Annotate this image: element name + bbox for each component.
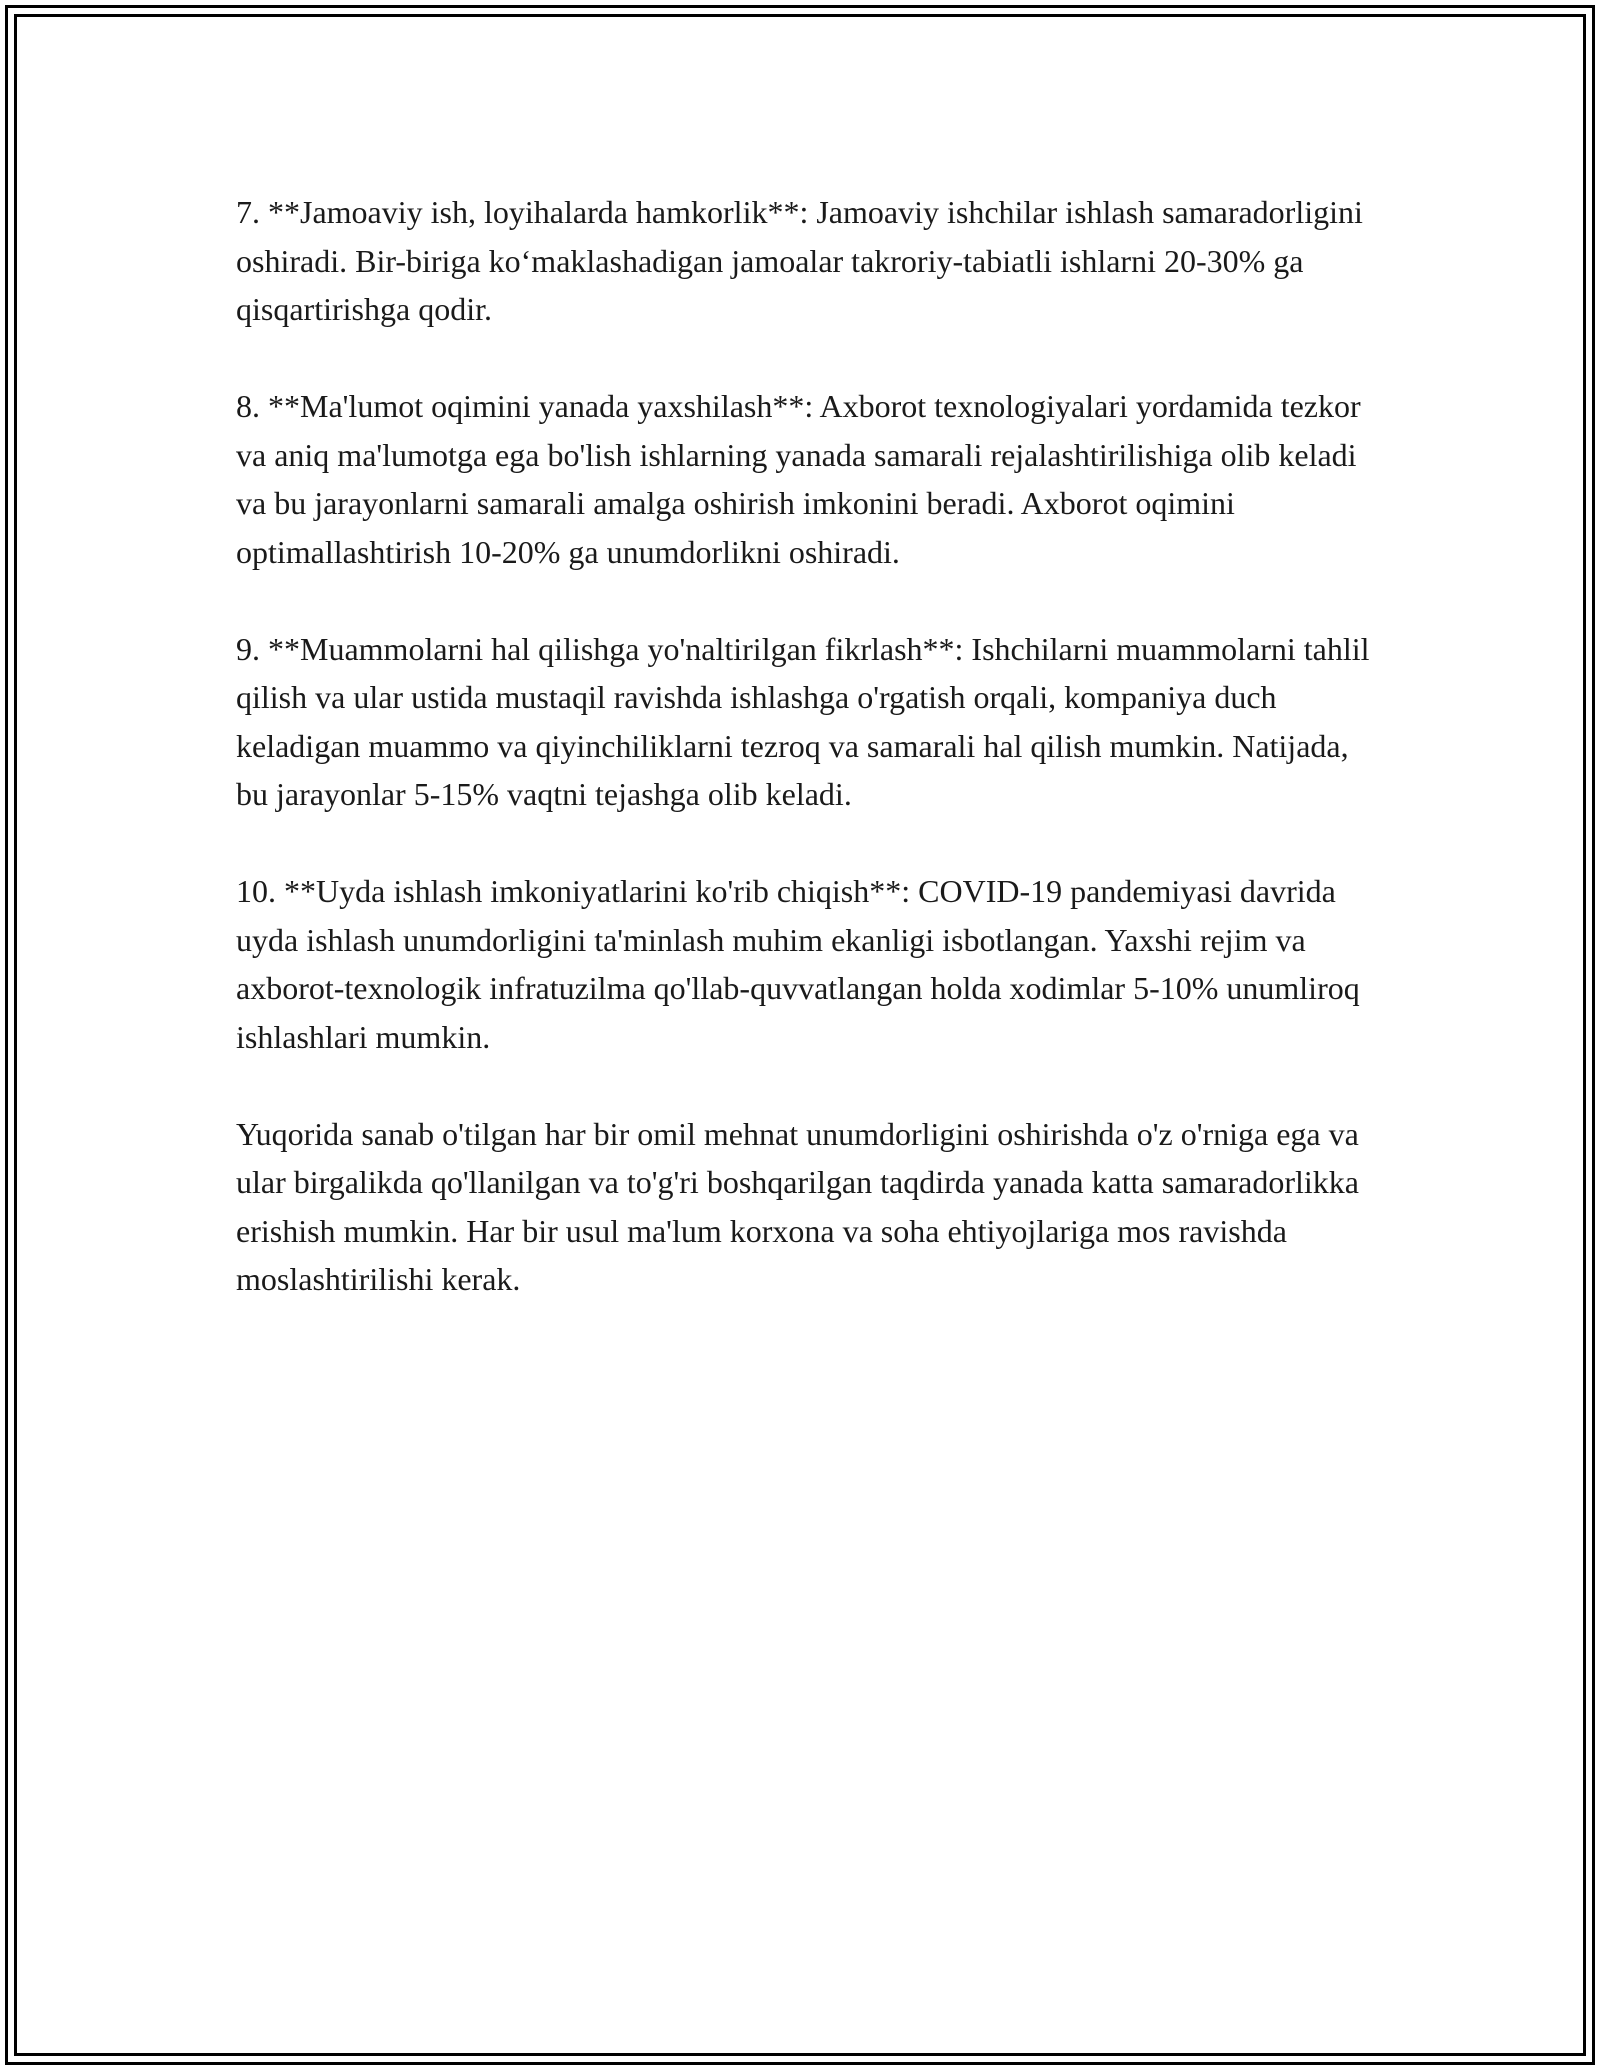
paragraph-conclusion: Yuqorida sanab o'tilgan har bir omil mehnat unumdorligini oshirishda o'z o'rniga ega va ular birgalikda qo'llanilgan va to'g'ri boshqarilgan taqdirda yanada katta samaradorlikka erishish mumkin. Har bir usul ma'lum korxona va soha ehtiyojlariga mos ravishda moslashtirilishi kerak.: [236, 1115, 1359, 1297]
paragraph-item-7: 7. **Jamoaviy ish, loyihalarda hamkorlik**: Jamoaviy ishchilar ishlash samaradorligini oshiradi. Bir-biriga ko‘maklashadigan jamoalar takroriy-tabiatli ishlarni 20-30% ga qisqartirishga qodir.: [236, 194, 1363, 327]
document-body: [236, 188, 1386, 1352]
paragraph-item-10: 10. **Uyda ishlash imkoniyatlarini ko'rib chiqish**: COVID-19 pandemiyasi davrida uyda ishlash unumdorligini ta'minlash muhim ekanligi isbotlangan. Yaxshi rejim va axborot-texnologik infratuzilma qo'llab-quvvatlangan holda xodimlar 5-10% unumliroq ishlashlari mumkin.: [236, 873, 1360, 1055]
paragraph-item-8: 8. **Ma'lumot oqimini yanada yaxshilash**: Axborot texnologiyalari yordamida tezkor va aniq ma'lumotga ega bo'lish ishlarning yanada samarali rejalashtirilishiga olib keladi va bu jarayonlarni samarali amalga oshirish imkonini beradi. Axborot oqimini optimallashtirish 10-20% ga unumdorlikni oshiradi.: [236, 388, 1361, 570]
paragraph-item-9: 9. **Muammolarni hal qilishga yo'naltirilgan fikrlash**: Ishchilarni muammolarni tahlil qilish va ular ustida mustaqil ravishda ishlashga o'rgatish orqali, kompaniya duch keladigan muammo va qiyinchiliklarni tezroq va samarali hal qilish mumkin. Natijada, bu jarayonlar 5-15% vaqtni tejashga olib keladi.: [236, 630, 1370, 812]
